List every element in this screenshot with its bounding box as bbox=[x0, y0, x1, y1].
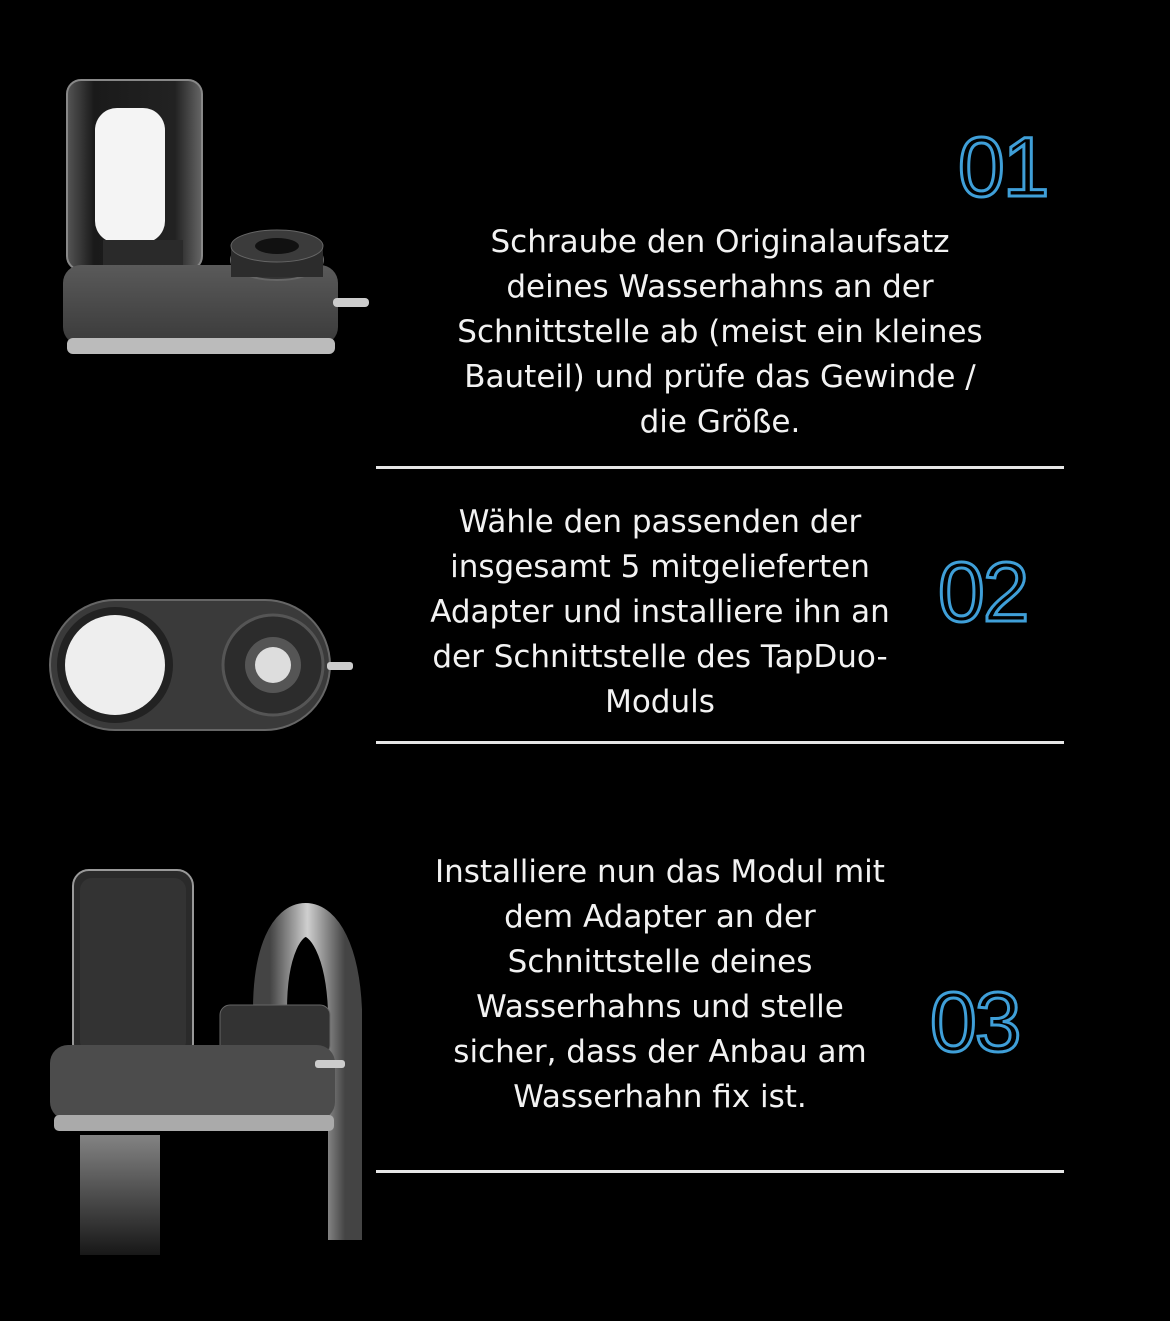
step-3-line: Wasserhahn fix ist. bbox=[513, 1079, 807, 1115]
step-number-2: 02 bbox=[938, 545, 1028, 639]
step-text-3 bbox=[380, 850, 940, 1120]
step-1-line: Bauteil) und prüfe das Gewinde / bbox=[464, 359, 976, 395]
step-2-line: insgesamt 5 mitgelieferten bbox=[450, 549, 870, 585]
step-3-line: dem Adapter an der bbox=[504, 899, 816, 935]
step-1-line: Schnittstelle ab (meist ein kleines bbox=[457, 314, 983, 350]
step-1-line: Schraube den Originalaufsatz bbox=[490, 224, 950, 260]
step-text-2 bbox=[360, 500, 960, 725]
step-2-line: Adapter und installiere ihn an bbox=[430, 594, 890, 630]
filter-module-top-image bbox=[45, 590, 365, 740]
step-number-1: 01 bbox=[958, 120, 1048, 214]
step-3-line: Wasserhahns und stelle bbox=[476, 989, 844, 1025]
step-2-line: Moduls bbox=[605, 684, 715, 720]
step-3-line: Installiere nun das Modul mit bbox=[435, 854, 885, 890]
step-number-3: 03 bbox=[930, 975, 1020, 1069]
step-3-line: Schnittstelle deines bbox=[507, 944, 813, 980]
step-3-line: sicher, dass der Anbau am bbox=[453, 1034, 867, 1070]
filter-module-faucet-image bbox=[40, 860, 380, 1260]
divider-1 bbox=[376, 466, 1064, 469]
filter-module-side-image bbox=[55, 70, 385, 370]
step-2-line: der Schnittstelle des TapDuo- bbox=[432, 639, 888, 675]
step-1-line: deines Wasserhahns an der bbox=[506, 269, 934, 305]
step-1-line: die Größe. bbox=[639, 404, 801, 440]
step-2-line: Wähle den passenden der bbox=[458, 504, 862, 540]
step-text-1 bbox=[405, 220, 1035, 445]
divider-3 bbox=[376, 1170, 1064, 1173]
divider-2 bbox=[376, 741, 1064, 744]
